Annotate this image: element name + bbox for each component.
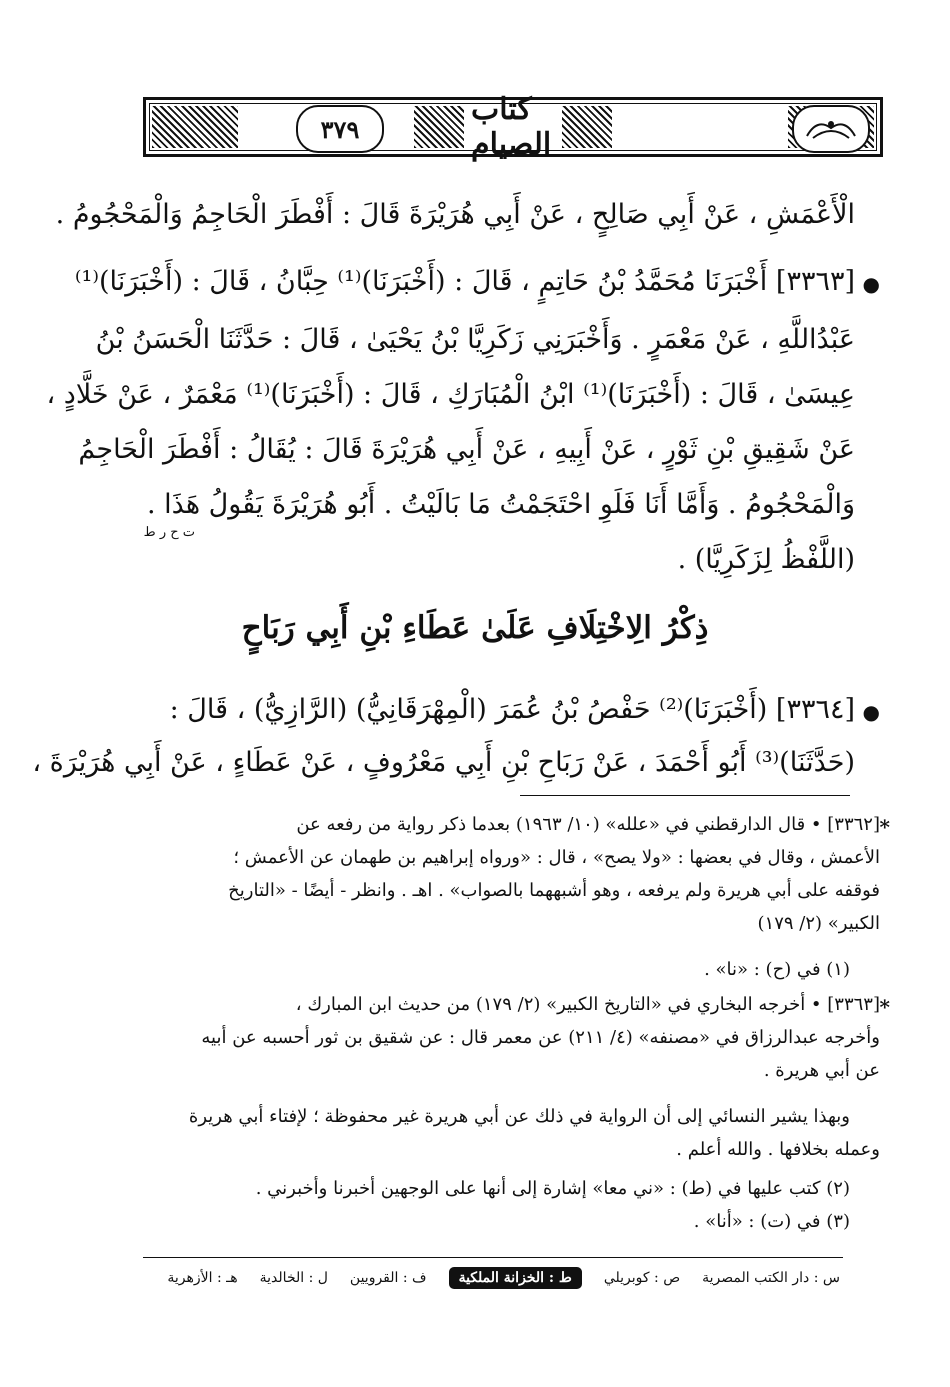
footnote-divider [520, 795, 850, 796]
source-item: ص : كوبريلي [603, 1270, 681, 1286]
text-line: عِيسَىٰ ، قَالَ : (أَخْبَرَنَا)⁽¹⁾ ابْنُ الْمُبَارَكِ ، قَالَ : (أَخْبَرَنَا)⁽¹⁾ مَعْمَرٌ ، عَنْ خَلَّادٍ ، [46, 379, 855, 410]
footnote-line: فوقفه على أبي هريرة ولم يرفعه ، وهو أشبههما بالصواب» . اهـ . وانظر - أيضًا - «التاريخ [228, 880, 880, 901]
page-number: ٣٧٩ [296, 105, 384, 153]
sources-divider [143, 1257, 843, 1258]
book-title: كتاب الصيام [471, 92, 552, 162]
text-line: [٣٣٦٤] (أَخْبَرَنَا)⁽²⁾ حَفْصُ بْنُ عُمَرَ (الْمِهْرَقَانِيُّ) (الرَّازِيُّ) ، قَالَ : [169, 694, 855, 725]
footnote-line: وأخرجه عبدالرزاق في «مصنفه» (٤/ ٢١١) عن معمر قال : عن شقيق بن ثور أحسبه عن أبيه [201, 1027, 880, 1048]
footnote-line: عن أبي هريرة . [763, 1060, 880, 1081]
source-item: هـ : الأزهرية [167, 1270, 238, 1286]
section-title: ذِكْرُ الِاخْتِلَافِ عَلَىٰ عَطَاءِ بْنِ أَبِي رَبَاحٍ [241, 610, 709, 646]
footnote-line: [٣٣٦٣] • أخرجه البخاري في «التاريخ الكبير» (٢/ ١٧٩) من حديث ابن المبارك ، [295, 994, 880, 1015]
source-item: ل : الخالدية [259, 1270, 328, 1286]
source-item-highlighted: ط : الخزانة الملكية [449, 1267, 582, 1289]
main-text-2 [32, 0, 880, 800]
text-line: (حَدَّثَنَا)⁽³⁾ أَبُو أَحْمَدَ ، عَنْ رَبَاحِ بْنِ أَبِي مَعْرُوفٍ ، عَنْ عَطَاءٍ ، عَنْ أَبِي هُرَيْرَةَ ، [32, 747, 855, 778]
hadith-bullet-icon: ● [862, 272, 880, 296]
footnote-line: وعمله بخلافها . والله أعلم . [676, 1139, 880, 1160]
source-item: س : دار الكتب المصرية [702, 1270, 840, 1286]
footnote-line: (٣) في (ت) : «أنا» . [693, 1211, 850, 1232]
text-line: عَبْدُاللَّهِ ، عَنْ مَعْمَرٍ . وَأَخْبَرَنِي زَكَرِيَّا بْنُ يَحْيَىٰ ، قَالَ : حَدَّثَنَا الْحَسَنُ بْنُ [95, 324, 855, 355]
footnote-star-icon: * [879, 815, 890, 839]
footnote-line: (١) في (ح) : «نا» . [704, 959, 850, 980]
footnote-star-icon: * [879, 995, 890, 1019]
text-line: وَالْمَحْجُومُ . وَأَمَّا أَنَا فَلَوِ احْتَجَمْتُ مَا بَالَيْتُ . أَبُو هُرَيْرَةَ يَقُولُ هَذَا . [147, 489, 855, 520]
text-line: الْأَعْمَشِ ، عَنْ أَبِي صَالِحٍ ، عَنْ أَبِي هُرَيْرَةَ قَالَ : أَفْطَرَ الْحَاجِمُ وَالْمَحْجُومُ . [55, 199, 855, 230]
footnote-line: (٢) كتب عليها في (ط) : «ني معا» إشارة إلى أنها على الوجهين أخبرنا وأخبرني . [255, 1178, 850, 1199]
footnote-line: [٣٣٦٢] • قال الدارقطني في «علله» (١٠/ ١٩٦٣) بعدما ذكر رواية من رفعه عن [296, 814, 880, 835]
text-line: (اللَّفْظُ لِزَكَرِيَّا) . [677, 544, 855, 575]
manuscript-sources-legend [150, 1262, 840, 1294]
footnote-line: وبهذا يشير النسائي إلى أن الرواية في ذلك عن أبي هريرة غير محفوظة ؛ لإفتاء أبي هريرة [188, 1106, 850, 1127]
footnote-line: الكبير» (٢/ ١٧٩) [757, 913, 880, 934]
marginal-note: ت ح ر ط [143, 525, 195, 540]
text-line: [٣٣٦٣] أَخْبَرَنَا مُحَمَّدُ بْنُ حَاتِمٍ ، قَالَ : (أَخْبَرَنَا)⁽¹⁾ حِبَّانُ ، قَالَ : (أَخْبَرَنَا)⁽¹⁾ [74, 266, 855, 297]
text-line: عَنْ شَقِيقِ بْنِ ثَوْرٍ ، عَنْ أَبِيهِ ، عَنْ أَبِي هُرَيْرَةَ قَالَ : يُقَالُ : أَفْطَرَ الْحَاجِمُ [78, 434, 855, 465]
hadith-bullet-icon: ● [862, 700, 880, 724]
footnote-line: الأعمش ، وقال في بعضها : «ولا يصح» ، قال : «ورواه إبراهيم بن طهمان عن الأعمش ؛ [233, 847, 880, 868]
source-item: ف : القرويين [349, 1270, 427, 1286]
